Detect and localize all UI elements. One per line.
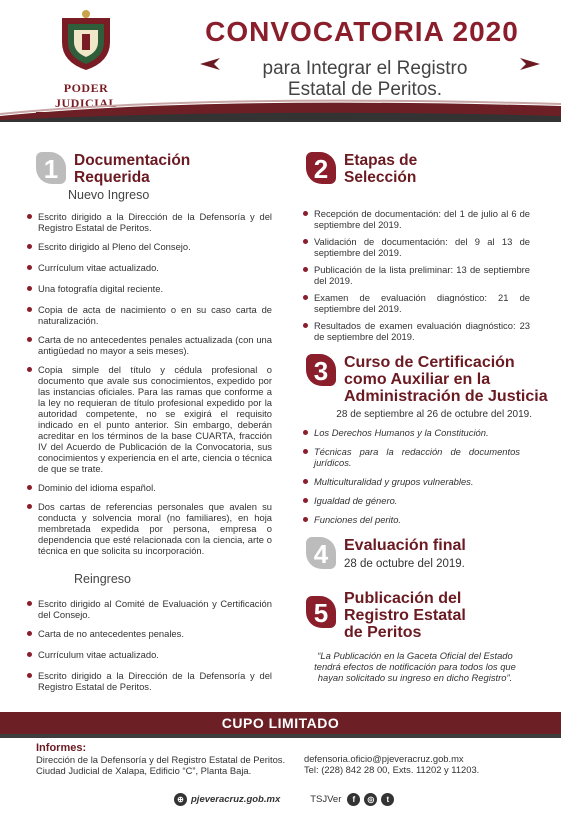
- list-item: Los Derechos Humanos y la Constitución.: [300, 427, 520, 438]
- list-item: Currículum vitae actualizado.: [24, 649, 272, 660]
- section-2-header: [306, 152, 417, 186]
- list-item: Validación de documentación: del 9 al 13 de septiembre del 2019.: [300, 236, 530, 258]
- header-arrow-right-icon: [520, 58, 540, 70]
- section-3-header: [306, 354, 548, 405]
- list-item: Carta de no antecedentes penales.: [24, 628, 272, 639]
- section-3-title: [344, 354, 548, 405]
- section-5-title-line-2: Registro Estatal: [344, 607, 466, 624]
- reingreso-heading: Reingreso: [74, 572, 131, 586]
- section-3-dates: 28 de septiembre al 26 de octubre del 2019.: [336, 409, 532, 420]
- list-item: Igualdad de género.: [300, 495, 520, 506]
- section-1-number: 1: [43, 154, 59, 184]
- brand-name: PODER JUDICIAL: [54, 81, 117, 110]
- section-5-title-line-3: de Peritos: [344, 624, 422, 641]
- judicial-emblem-icon: [54, 8, 118, 72]
- list-item: Escrito dirigido al Pleno del Consejo.: [24, 241, 272, 252]
- list-item: Dominio del idioma español.: [24, 482, 272, 493]
- informes-block: [36, 742, 296, 776]
- list-item: Escrito dirigido al Comité de Evaluación y Certificación del Consejo.: [24, 598, 272, 620]
- list-item: Examen de evaluación diagnóstico: 21 de septiembre del 2019.: [300, 292, 530, 314]
- section-1-list: [24, 211, 272, 556]
- list-item: Funciones del perito.: [300, 514, 520, 525]
- section-4-badge: [306, 537, 338, 571]
- section-1-title: [74, 152, 190, 186]
- subtitle-line-1: para Integrar el Registro: [262, 58, 468, 79]
- informes-label: Informes:: [36, 742, 87, 754]
- section-5-title-line-1: Publicación del: [344, 590, 462, 607]
- list-item: Técnicas para la redacción de documentos jurídicos.: [300, 446, 520, 468]
- reingreso-list: [24, 598, 272, 692]
- informes-line-2: Ciudad Judicial de Xalapa, Edificio “C”, Planta Baja.: [36, 765, 252, 776]
- footer-divider: [0, 734, 561, 738]
- section-1-badge: [36, 152, 68, 186]
- list-item: Escrito dirigido a la Dirección de la Defensoría y del Registro Estatal de Peritos.: [24, 670, 272, 692]
- section-2-number: 2: [313, 154, 329, 184]
- list-item: Multiculturalidad y grupos vulnerables.: [300, 476, 520, 487]
- page-title: CONVOCATORIA 2020: [205, 16, 519, 47]
- section-5-number: 5: [313, 598, 329, 628]
- section-4-number: 4: [313, 539, 329, 569]
- section-1-title-line-2: Requerida: [74, 169, 150, 186]
- instagram-icon[interactable]: ◎: [364, 793, 377, 806]
- section-2-title: [344, 152, 417, 186]
- section-2-list: [300, 208, 530, 342]
- header: [0, 0, 561, 122]
- section-1-header: [36, 152, 190, 202]
- section-2-title-line-1: Etapas de: [344, 152, 418, 169]
- section-2-title-line-2: Selección: [344, 169, 417, 186]
- section-4-date: 28 de octubre del 2019.: [344, 558, 465, 570]
- list-item: Dos cartas de referencias personales que avalen su conducta y solvencia moral (no familiares), en hoja membretada expedida por persona, empresa o dependencia que esté relacionada con la ciencia, arte o técnica en que solicita su incorporación.: [24, 501, 272, 556]
- subtitle-line-2: Estatal de Peritos.: [287, 79, 443, 100]
- informes-line-1: Dirección de la Defensoría y del Registro Estatal de Peritos.: [36, 754, 286, 765]
- list-item: Currículum vitae actualizado.: [24, 262, 272, 273]
- globe-icon: ⊕: [174, 793, 187, 806]
- social-bar: [174, 790, 398, 808]
- section-5-title: [344, 590, 466, 641]
- header-swoosh: [0, 86, 561, 122]
- cupo-limitado-text: CUPO LIMITADO: [221, 715, 340, 731]
- facebook-icon[interactable]: f: [347, 793, 360, 806]
- section-3-title-line-2: como Auxiliar en la: [344, 371, 491, 388]
- list-item: Recepción de documentación: del 1 de julio al 6 de septiembre del 2019.: [300, 208, 530, 230]
- section-2-badge: [306, 152, 338, 186]
- list-item: Carta de no antecedentes penales actualizada (con una antigüedad no mayor a seis meses).: [24, 334, 272, 356]
- list-item: Publicación de la lista preliminar: 13 de septiembre del 2019.: [300, 264, 530, 286]
- contact-block: [304, 753, 544, 775]
- list-item: Copia de acta de nacimiento o en su caso carta de naturalización.: [24, 304, 272, 326]
- section-3-title-line-3: Administración de Justicia: [344, 388, 548, 405]
- website-link[interactable]: pjeveracruz.gob.mx: [191, 793, 281, 805]
- section-5-badge: [306, 596, 338, 630]
- contact-email[interactable]: defensoria.oficio@pjeveracruz.gob.mx: [304, 753, 464, 764]
- contact-phone: Tel: (228) 842 28 00, Exts. 11202 y 11203.: [304, 764, 480, 775]
- section-5-quote: “La Publicación en la Gaceta Oficial del Estado tendrá efectos de notificación para todos los que hayan solicitado su ingreso en dicho Registro”.: [314, 650, 516, 683]
- section-3-number: 3: [313, 356, 329, 386]
- header-arrow-left-icon: [200, 58, 220, 70]
- section-4-header: [306, 537, 466, 571]
- section-3-list: [300, 427, 520, 525]
- section-4-title: Evaluación final: [344, 537, 466, 554]
- twitter-icon[interactable]: t: [381, 793, 394, 806]
- section-1-subtitle: Nuevo Ingreso: [68, 188, 150, 202]
- list-item: Copia simple del título y cédula profesional o documento que avale sus conocimientos, expedido por las instancias oficiales. Para las ramas que conforme a la ley no requieran de título profesional expedido por la autoridad competente, no se exigirá el requisito indicado en el punto anterior. Sin embargo, deberán acreditar en los términos de la base CUARTA, fracción IV del Acuerdo de Publicación de la Convocatoria, sus conocimientos y experiencia en el arte, ciencia o técnica de que se trate.: [24, 364, 272, 474]
- section-1-title-line-1: Documentación: [74, 152, 191, 169]
- section-3-badge: [306, 354, 338, 388]
- social-handle: TSJVer: [310, 793, 342, 805]
- list-item: Una fotografía digital reciente.: [24, 283, 272, 294]
- section-5-header: [306, 590, 466, 641]
- section-3-title-line-1: Curso de Certificación: [344, 354, 515, 371]
- list-item: Escrito dirigido a la Dirección de la Defensoría y del Registro Estatal de Peritos.: [24, 211, 272, 233]
- list-item: Resultados de examen evaluación diagnóstico: 23 de septiembre del 2019.: [300, 320, 530, 342]
